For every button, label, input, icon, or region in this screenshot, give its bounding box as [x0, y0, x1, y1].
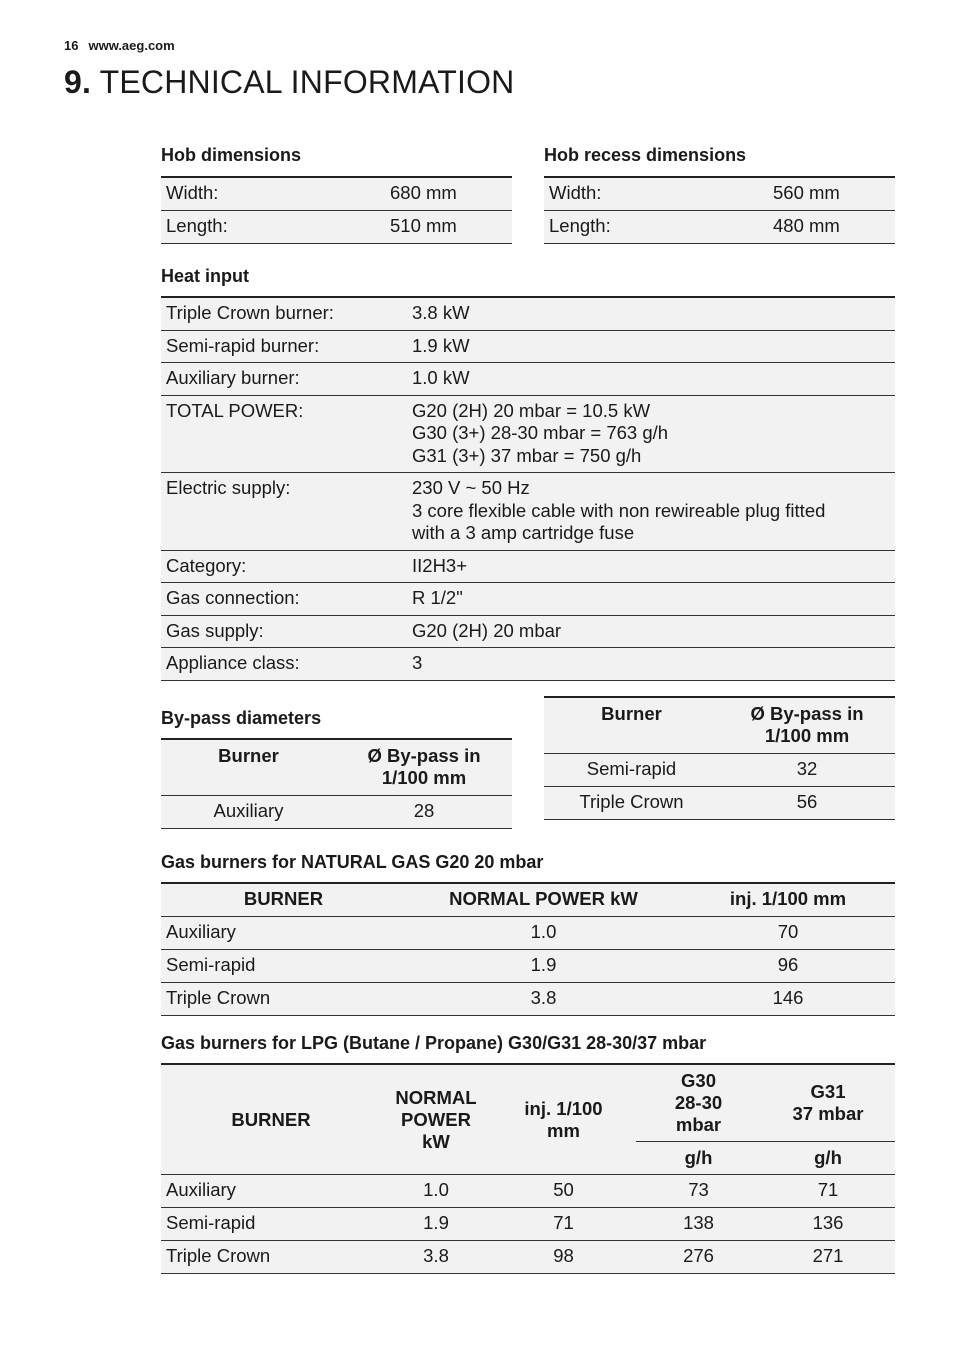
heat-input-table — [161, 296, 895, 681]
header-burner: BURNER — [161, 883, 406, 917]
heat-value: G20 (2H) 20 mbar = 10.5 kW G30 (3+) 28-30 mbar = 763 g/h G31 (3+) 37 mbar = 750 g/h — [407, 395, 895, 473]
heat-label: Category: — [161, 550, 407, 583]
table-row — [544, 211, 895, 244]
burner-power: 1.0 — [381, 1175, 491, 1208]
header-burner: Burner — [544, 697, 719, 754]
g31-consumption: 136 — [761, 1208, 895, 1241]
heat-input-title: Heat input — [161, 266, 249, 286]
heat-label: Appliance class: — [161, 648, 407, 681]
table-row — [161, 330, 895, 363]
g30-consumption: 276 — [636, 1241, 761, 1274]
table-row — [161, 211, 512, 244]
g31-consumption: 71 — [761, 1175, 895, 1208]
g31-consumption: 271 — [761, 1241, 895, 1274]
burner-power: 3.8 — [406, 983, 681, 1016]
dim-label: Length: — [544, 211, 768, 244]
bypass-table-left — [161, 738, 512, 829]
header-power: NORMAL POWER kW — [381, 1064, 491, 1175]
table-row — [161, 917, 895, 950]
table-row — [161, 583, 895, 616]
burner-name: Auxiliary — [161, 1175, 381, 1208]
table-row — [161, 1241, 895, 1274]
heat-label: TOTAL POWER: — [161, 395, 407, 473]
table-row — [161, 950, 895, 983]
burner-injector: 70 — [681, 917, 895, 950]
header-g31: G31 37 mbar — [761, 1064, 895, 1142]
burner-injector: 50 — [491, 1175, 636, 1208]
header-g30: G30 28-30 mbar — [636, 1064, 761, 1142]
bypass-value: 56 — [719, 787, 895, 820]
burner-power: 1.9 — [406, 950, 681, 983]
header-power: NORMAL POWER kW — [406, 883, 681, 917]
page-header — [64, 38, 175, 53]
unit-g30: g/h — [636, 1142, 761, 1175]
table-row — [544, 754, 895, 787]
chapter-title-text: TECHNICAL INFORMATION — [99, 64, 515, 100]
heat-label: Triple Crown burner: — [161, 297, 407, 330]
heat-value: G20 (2H) 20 mbar — [407, 615, 895, 648]
bypass-burner: Semi-rapid — [544, 754, 719, 787]
heat-value: 1.9 kW — [407, 330, 895, 363]
heat-value: 230 V ~ 50 Hz 3 core flexible cable with non rewireable plug fitted with a 3 amp cartridge fuse — [407, 473, 895, 551]
chapter-number: 9. — [64, 64, 92, 100]
heat-value: 1.0 kW — [407, 363, 895, 396]
dim-value: 680 mm — [385, 177, 512, 211]
table-row — [161, 363, 895, 396]
burner-power: 1.9 — [381, 1208, 491, 1241]
heat-label: Gas connection: — [161, 583, 407, 616]
natural-gas-title: Gas burners for NATURAL GAS G20 20 mbar — [161, 852, 544, 872]
header-injector: inj. 1/100 mm — [681, 883, 895, 917]
heat-value: 3 — [407, 648, 895, 681]
burner-name: Semi-rapid — [161, 1208, 381, 1241]
burner-injector: 96 — [681, 950, 895, 983]
table-row — [544, 177, 895, 211]
site-url: www.aeg.com — [88, 38, 175, 53]
header-bypass: Ø By-pass in 1/100 mm — [719, 697, 895, 754]
heat-value: II2H3+ — [407, 550, 895, 583]
bypass-value: 32 — [719, 754, 895, 787]
heat-label: Auxiliary burner: — [161, 363, 407, 396]
page-number: 16 — [64, 38, 79, 53]
burner-injector: 71 — [491, 1208, 636, 1241]
heat-value: 3.8 kW — [407, 297, 895, 330]
header-injector: inj. 1/100 mm — [491, 1064, 636, 1175]
hob-dimensions-table — [161, 176, 512, 244]
bypass-title: By-pass diameters — [161, 708, 322, 728]
table-row — [544, 787, 895, 820]
header-bypass: Ø By-pass in 1/100 mm — [336, 739, 512, 796]
table-row — [161, 615, 895, 648]
dim-value: 560 mm — [768, 177, 895, 211]
header-burner: BURNER — [161, 1064, 381, 1175]
hob-dimensions-title: Hob dimensions — [161, 145, 302, 165]
burner-power: 3.8 — [381, 1241, 491, 1274]
g30-consumption: 73 — [636, 1175, 761, 1208]
dim-value: 510 mm — [385, 211, 512, 244]
heat-label: Semi-rapid burner: — [161, 330, 407, 363]
table-header-row — [544, 697, 895, 754]
table-row — [161, 177, 512, 211]
table-row — [161, 297, 895, 330]
hob-recess-title: Hob recess dimensions — [544, 145, 747, 165]
dim-label: Length: — [161, 211, 385, 244]
heat-value: R 1/2" — [407, 583, 895, 616]
burner-name: Triple Crown — [161, 983, 406, 1016]
burner-injector: 98 — [491, 1241, 636, 1274]
bypass-burner: Triple Crown — [544, 787, 719, 820]
table-header-row — [161, 883, 895, 917]
heat-label: Gas supply: — [161, 615, 407, 648]
header-burner: Burner — [161, 739, 336, 796]
hob-recess-table — [544, 176, 895, 244]
chapter-title — [64, 64, 514, 101]
dim-label: Width: — [544, 177, 768, 211]
table-row — [161, 648, 895, 681]
dim-label: Width: — [161, 177, 385, 211]
burner-injector: 146 — [681, 983, 895, 1016]
table-row — [161, 395, 895, 473]
table-row — [161, 796, 512, 829]
burner-name: Semi-rapid — [161, 950, 406, 983]
burner-name: Triple Crown — [161, 1241, 381, 1274]
bypass-value: 28 — [336, 796, 512, 829]
bypass-burner: Auxiliary — [161, 796, 336, 829]
lpg-table — [161, 1063, 895, 1274]
g30-consumption: 138 — [636, 1208, 761, 1241]
table-row — [161, 550, 895, 583]
table-row — [161, 1175, 895, 1208]
table-row — [161, 1208, 895, 1241]
table-row — [161, 983, 895, 1016]
table-header-row — [161, 739, 512, 796]
heat-label: Electric supply: — [161, 473, 407, 551]
burner-name: Auxiliary — [161, 917, 406, 950]
table-row — [161, 473, 895, 551]
unit-g31: g/h — [761, 1142, 895, 1175]
lpg-title: Gas burners for LPG (Butane / Propane) G30/G31 28-30/37 mbar — [161, 1033, 707, 1053]
burner-power: 1.0 — [406, 917, 681, 950]
table-header-row — [161, 1064, 895, 1142]
natural-gas-table — [161, 882, 895, 1016]
dim-value: 480 mm — [768, 211, 895, 244]
bypass-table-right — [544, 696, 895, 820]
